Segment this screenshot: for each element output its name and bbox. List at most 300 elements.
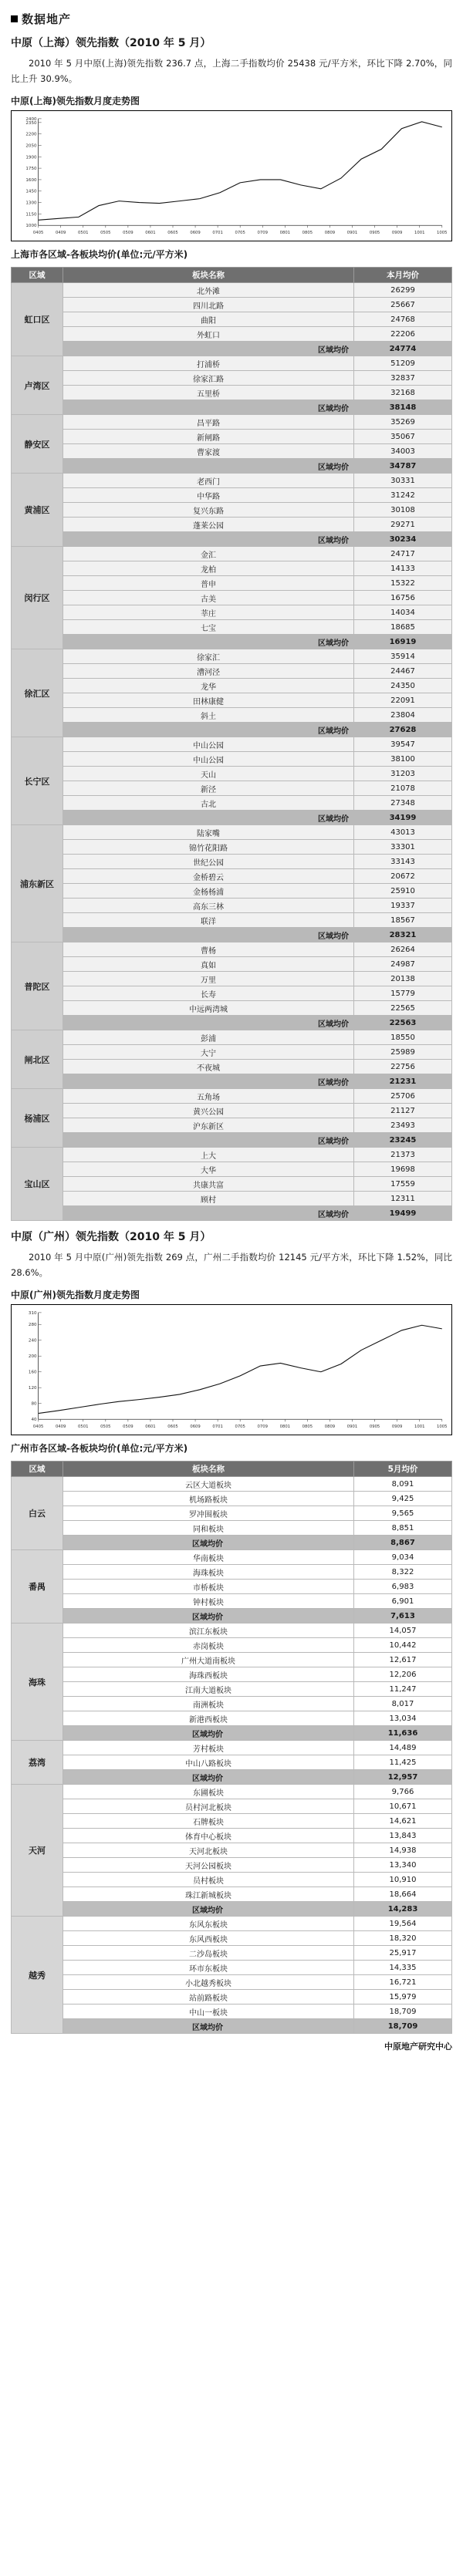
svg-text:0809: 0809: [324, 231, 336, 236]
average-label: 区域均价: [63, 1726, 354, 1741]
svg-text:2350: 2350: [25, 120, 37, 126]
square-bullet-icon: [11, 15, 18, 22]
block-name-cell: 天河北板块: [63, 1843, 354, 1858]
svg-text:0701: 0701: [212, 231, 223, 236]
block-name-cell: 五角场: [63, 1089, 354, 1104]
table-row: [12, 1580, 452, 1594]
page-title: 数据地产: [11, 11, 452, 27]
block-name-cell: 真如: [63, 957, 354, 972]
table-row: [12, 327, 452, 342]
svg-text:0605: 0605: [167, 231, 178, 236]
svg-text:0909: 0909: [391, 1425, 403, 1430]
svg-text:0601: 0601: [145, 231, 156, 236]
guangzhou-chart-svg: [12, 1305, 451, 1435]
block-name-cell: 环市东板块: [63, 1961, 354, 1975]
block-price-cell: 18567: [354, 913, 452, 928]
district-average-row: [12, 928, 452, 942]
table-row: [12, 591, 452, 605]
block-name-cell: 田林康健: [63, 693, 354, 708]
block-price-cell: 9,766: [354, 1785, 452, 1799]
block-price-cell: 22565: [354, 1001, 452, 1016]
svg-text:0505: 0505: [100, 1425, 111, 1430]
table-row: [12, 1785, 452, 1799]
table-row: [12, 1192, 452, 1206]
block-price-cell: 26299: [354, 283, 452, 298]
table-row: [12, 942, 452, 957]
table-row: [12, 1711, 452, 1726]
district-cell: 闸北区: [12, 1030, 63, 1089]
block-name-cell: 锦竹花阳路: [63, 840, 354, 855]
district-cell: 越秀: [12, 1917, 63, 2034]
average-label: 区域均价: [63, 459, 354, 474]
block-price-cell: 11,247: [354, 1682, 452, 1697]
table-row: [12, 1118, 452, 1133]
shanghai-paragraph: 2010 年 5 月中原(上海)领先指数 236.7 点，上海二手指数均价 25438 元/平方米，环比下降 2.70%，同比上升 30.9%。: [11, 58, 452, 84]
table-row: [12, 356, 452, 371]
average-label: 区域均价: [63, 1133, 354, 1148]
table-row: [12, 1917, 452, 1931]
block-name-cell: 海珠西板块: [63, 1667, 354, 1682]
svg-text:0805: 0805: [302, 231, 313, 236]
svg-text:0905: 0905: [369, 231, 380, 236]
block-name-cell: 天河公园板块: [63, 1858, 354, 1873]
average-label: 区域均价: [63, 1536, 354, 1550]
table-row: [12, 1887, 452, 1902]
block-name-cell: 员村板块: [63, 1873, 354, 1887]
table-row: [12, 488, 452, 503]
block-price-cell: 17559: [354, 1177, 452, 1192]
shanghai-table-body: [12, 283, 452, 1221]
svg-text:0505: 0505: [100, 231, 111, 236]
block-name-cell: 机场路板块: [63, 1492, 354, 1506]
block-price-cell: 19337: [354, 899, 452, 913]
svg-text:2400: 2400: [25, 117, 37, 122]
svg-text:0801: 0801: [279, 1425, 291, 1430]
block-price-cell: 35067: [354, 430, 452, 444]
block-price-cell: 20138: [354, 972, 452, 986]
block-price-cell: 18,320: [354, 1931, 452, 1946]
block-name-cell: 万里: [63, 972, 354, 986]
block-price-cell: 18550: [354, 1030, 452, 1045]
district-average-row: [12, 1726, 452, 1741]
table-row: [12, 1931, 452, 1946]
block-price-cell: 6,983: [354, 1580, 452, 1594]
table-row: [12, 825, 452, 840]
district-average-row: [12, 1609, 452, 1623]
block-name-cell: 长寿: [63, 986, 354, 1001]
table-row: [12, 1104, 452, 1118]
block-name-cell: 芳村板块: [63, 1741, 354, 1755]
block-name-cell: 普申: [63, 576, 354, 591]
block-price-cell: 11,425: [354, 1755, 452, 1770]
table-row: [12, 312, 452, 327]
district-cell: 卢湾区: [12, 356, 63, 415]
svg-text:280: 280: [28, 1323, 37, 1328]
block-name-cell: 云区大道板块: [63, 1477, 354, 1492]
block-name-cell: 不夜城: [63, 1060, 354, 1074]
block-price-cell: 9,425: [354, 1492, 452, 1506]
block-price-cell: 43013: [354, 825, 452, 840]
table-row: [12, 1638, 452, 1653]
block-price-cell: 14,621: [354, 1814, 452, 1829]
source-credit: 中原地产研究中心: [384, 2042, 452, 2052]
table-row: [12, 708, 452, 723]
block-price-cell: 26264: [354, 942, 452, 957]
block-name-cell: 站前路板块: [63, 1990, 354, 2004]
block-name-cell: 华南板块: [63, 1550, 354, 1565]
average-value: 8,867: [354, 1536, 452, 1550]
table-row: [12, 1030, 452, 1045]
district-cell: 浦东新区: [12, 825, 63, 942]
table-row: [12, 1946, 452, 1961]
table-row: [12, 1477, 452, 1492]
block-name-cell: 古美: [63, 591, 354, 605]
block-price-cell: 10,910: [354, 1873, 452, 1887]
district-cell: 番禺: [12, 1550, 63, 1623]
block-name-cell: 徐家汇路: [63, 371, 354, 386]
table-row: [12, 1623, 452, 1638]
block-price-cell: 18,709: [354, 2004, 452, 2019]
table-row: [12, 1089, 452, 1104]
block-price-cell: 25706: [354, 1089, 452, 1104]
block-name-cell: 复兴东路: [63, 503, 354, 518]
average-label: 区域均价: [63, 1902, 354, 1917]
district-cell: 长宁区: [12, 737, 63, 825]
block-name-cell: 外虹口: [63, 327, 354, 342]
table-row: [12, 1045, 452, 1060]
district-cell: 杨浦区: [12, 1089, 63, 1148]
block-price-cell: 39547: [354, 737, 452, 752]
block-price-cell: 35914: [354, 649, 452, 664]
district-average-row: [12, 1536, 452, 1550]
table-row: [12, 1667, 452, 1682]
table-row: [12, 1829, 452, 1843]
svg-text:160: 160: [28, 1370, 37, 1375]
svg-text:0609: 0609: [190, 231, 201, 236]
block-price-cell: 9,034: [354, 1550, 452, 1565]
district-average-row: [12, 811, 452, 825]
svg-text:0409: 0409: [55, 231, 66, 236]
block-name-cell: 南洲板块: [63, 1697, 354, 1711]
shanghai-heading: 中原（上海）领先指数（2010 年 5 月）: [11, 37, 211, 49]
block-price-cell: 25667: [354, 298, 452, 312]
average-label: 区域均价: [63, 1016, 354, 1030]
svg-text:1150: 1150: [25, 212, 37, 217]
average-value: 27628: [354, 723, 452, 737]
svg-text:1001: 1001: [414, 231, 425, 236]
table-row: [12, 1843, 452, 1858]
table-row: [12, 1148, 452, 1162]
svg-text:0801: 0801: [279, 231, 291, 236]
shanghai-table-title: 上海市各区域-各板块均价(单位:元/平方米): [11, 249, 188, 261]
table-row: [12, 444, 452, 459]
district-average-row: [12, 1016, 452, 1030]
table-row: [12, 547, 452, 561]
block-price-cell: 27348: [354, 796, 452, 811]
block-price-cell: 33143: [354, 855, 452, 869]
col-price: 本月均价: [354, 268, 452, 283]
block-name-cell: 龙柏: [63, 561, 354, 576]
block-price-cell: 23493: [354, 1118, 452, 1133]
table-row: [12, 679, 452, 693]
svg-text:1750: 1750: [25, 167, 37, 172]
table-row: [12, 869, 452, 884]
block-price-cell: 14,938: [354, 1843, 452, 1858]
district-cell: 荔湾: [12, 1741, 63, 1785]
svg-text:1005: 1005: [437, 231, 448, 236]
average-value: 21231: [354, 1074, 452, 1089]
block-price-cell: 24768: [354, 312, 452, 327]
block-name-cell: 四川北路: [63, 298, 354, 312]
table-row: [12, 1682, 452, 1697]
average-value: 18,709: [354, 2019, 452, 2034]
block-price-cell: 15322: [354, 576, 452, 591]
table-row: [12, 855, 452, 869]
block-price-cell: 12,206: [354, 1667, 452, 1682]
table-row: [12, 503, 452, 518]
block-name-cell: 莘庄: [63, 605, 354, 620]
block-name-cell: 黄兴公园: [63, 1104, 354, 1118]
block-price-cell: 21127: [354, 1104, 452, 1118]
table-row: [12, 1550, 452, 1565]
block-name-cell: 高东三林: [63, 899, 354, 913]
block-name-cell: 金杨杨浦: [63, 884, 354, 899]
block-price-cell: 33301: [354, 840, 452, 855]
table-row: [12, 1755, 452, 1770]
guangzhou-paragraph: 2010 年 5 月中原(广州)领先指数 269 点，广州二手指数均价 12145 元/平方米，环比下降 1.52%，同比 28.6%。: [11, 1252, 452, 1278]
district-average-row: [12, 400, 452, 415]
block-name-cell: 海珠板块: [63, 1565, 354, 1580]
block-price-cell: 18685: [354, 620, 452, 635]
svg-text:0509: 0509: [123, 1425, 133, 1430]
block-name-cell: 曲阳: [63, 312, 354, 327]
block-price-cell: 22206: [354, 327, 452, 342]
average-value: 22563: [354, 1016, 452, 1030]
table-row: [12, 1741, 452, 1755]
block-price-cell: 32837: [354, 371, 452, 386]
district-cell: 宝山区: [12, 1148, 63, 1221]
svg-text:0409: 0409: [55, 1425, 66, 1430]
block-price-cell: 20672: [354, 869, 452, 884]
table-row: [12, 899, 452, 913]
block-name-cell: 昌平路: [63, 415, 354, 430]
district-average-row: [12, 1902, 452, 1917]
district-cell: 白云: [12, 1477, 63, 1550]
block-price-cell: 12311: [354, 1192, 452, 1206]
average-label: 区域均价: [63, 1609, 354, 1623]
col-block: 板块名称: [63, 268, 354, 283]
block-price-cell: 24717: [354, 547, 452, 561]
col-district: 区域: [12, 268, 63, 283]
svg-text:0809: 0809: [324, 1425, 336, 1430]
block-name-cell: 石牌板块: [63, 1814, 354, 1829]
block-name-cell: 钟村板块: [63, 1594, 354, 1609]
block-name-cell: 漕河泾: [63, 664, 354, 679]
block-name-cell: 珠江新城板块: [63, 1887, 354, 1902]
block-name-cell: 新港西板块: [63, 1711, 354, 1726]
table-row: [12, 649, 452, 664]
block-price-cell: 14,335: [354, 1961, 452, 1975]
block-price-cell: 8,851: [354, 1521, 452, 1536]
table-row: [12, 781, 452, 796]
table-row: [12, 605, 452, 620]
average-value: 23245: [354, 1133, 452, 1148]
block-price-cell: 31203: [354, 767, 452, 781]
block-name-cell: 东圃板块: [63, 1785, 354, 1799]
block-price-cell: 34003: [354, 444, 452, 459]
col-price: 5月均价: [354, 1462, 452, 1477]
table-row: [12, 561, 452, 576]
table-row: [12, 752, 452, 767]
average-label: 区域均价: [63, 928, 354, 942]
table-row: [12, 796, 452, 811]
table-row: [12, 1565, 452, 1580]
block-price-cell: 8,322: [354, 1565, 452, 1580]
average-value: 34787: [354, 459, 452, 474]
table-row: [12, 1814, 452, 1829]
block-name-cell: 金桥碧云: [63, 869, 354, 884]
block-price-cell: 13,034: [354, 1711, 452, 1726]
svg-text:0905: 0905: [369, 1425, 380, 1430]
block-price-cell: 14133: [354, 561, 452, 576]
district-average-row: [12, 635, 452, 649]
table-row: [12, 1492, 452, 1506]
block-price-cell: 8,091: [354, 1477, 452, 1492]
block-name-cell: 蓬莱公园: [63, 518, 354, 532]
average-label: 区域均价: [63, 811, 354, 825]
block-price-cell: 14,489: [354, 1741, 452, 1755]
svg-text:0709: 0709: [257, 1425, 268, 1430]
average-label: 区域均价: [63, 2019, 354, 2034]
svg-text:1001: 1001: [414, 1425, 425, 1430]
guangzhou-table: [11, 1461, 452, 2034]
block-price-cell: 25,917: [354, 1946, 452, 1961]
svg-text:0705: 0705: [235, 231, 245, 236]
average-value: 30234: [354, 532, 452, 547]
table-row: [12, 693, 452, 708]
guangzhou-heading: 中原（广州）领先指数（2010 年 5 月）: [11, 1231, 211, 1244]
table-row: [12, 1060, 452, 1074]
col-block: 板块名称: [63, 1462, 354, 1477]
block-name-cell: 陆家嘴: [63, 825, 354, 840]
svg-text:0405: 0405: [32, 231, 44, 236]
average-label: 区域均价: [63, 1770, 354, 1785]
block-name-cell: 新泾: [63, 781, 354, 796]
svg-text:0405: 0405: [32, 1425, 44, 1430]
block-name-cell: 共康共富: [63, 1177, 354, 1192]
table-row: [12, 2004, 452, 2019]
block-name-cell: 新闸路: [63, 430, 354, 444]
svg-text:2050: 2050: [25, 143, 37, 149]
average-value: 12,957: [354, 1770, 452, 1785]
svg-text:2200: 2200: [25, 132, 37, 137]
block-price-cell: 29271: [354, 518, 452, 532]
average-value: 38148: [354, 400, 452, 415]
svg-text:1000: 1000: [25, 224, 37, 229]
average-value: 7,613: [354, 1609, 452, 1623]
table-header-row: [12, 268, 452, 283]
table-row: [12, 1521, 452, 1536]
average-label: 区域均价: [63, 400, 354, 415]
table-row: [12, 1990, 452, 2004]
svg-text:1450: 1450: [25, 189, 37, 194]
block-price-cell: 25989: [354, 1045, 452, 1060]
table-row: [12, 283, 452, 298]
block-name-cell: 北外滩: [63, 283, 354, 298]
block-name-cell: 同和板块: [63, 1521, 354, 1536]
table-header-row: [12, 1462, 452, 1477]
shanghai-chart-svg: [12, 111, 451, 241]
shanghai-chart: [11, 110, 452, 241]
block-name-cell: 联洋: [63, 913, 354, 928]
table-row: [12, 1858, 452, 1873]
block-price-cell: 14,057: [354, 1623, 452, 1638]
average-label: 区域均价: [63, 342, 354, 356]
block-name-cell: 员村河北板块: [63, 1799, 354, 1814]
block-name-cell: 市桥板块: [63, 1580, 354, 1594]
block-price-cell: 24350: [354, 679, 452, 693]
average-value: 24774: [354, 342, 452, 356]
svg-text:200: 200: [28, 1354, 37, 1360]
block-name-cell: 徐家汇: [63, 649, 354, 664]
block-name-cell: 小北越秀板块: [63, 1975, 354, 1990]
block-price-cell: 21078: [354, 781, 452, 796]
table-row: [12, 1506, 452, 1521]
table-row: [12, 986, 452, 1001]
district-cell: 普陀区: [12, 942, 63, 1030]
block-name-cell: 斜土: [63, 708, 354, 723]
block-price-cell: 22091: [354, 693, 452, 708]
block-price-cell: 35269: [354, 415, 452, 430]
block-name-cell: 东风西板块: [63, 1931, 354, 1946]
block-name-cell: 中远两湾城: [63, 1001, 354, 1016]
table-row: [12, 1799, 452, 1814]
block-name-cell: 二沙岛板块: [63, 1946, 354, 1961]
block-price-cell: 21373: [354, 1148, 452, 1162]
svg-text:40: 40: [31, 1418, 37, 1423]
block-name-cell: 中山公园: [63, 737, 354, 752]
table-row: [12, 620, 452, 635]
table-row: [12, 1697, 452, 1711]
block-name-cell: 体育中心板块: [63, 1829, 354, 1843]
table-row: [12, 913, 452, 928]
average-value: 28321: [354, 928, 452, 942]
block-name-cell: 东风东板块: [63, 1917, 354, 1931]
svg-text:0601: 0601: [145, 1425, 156, 1430]
svg-text:0701: 0701: [212, 1425, 223, 1430]
table-row: [12, 664, 452, 679]
block-price-cell: 10,442: [354, 1638, 452, 1653]
block-price-cell: 16,721: [354, 1975, 452, 1990]
svg-text:310: 310: [28, 1311, 37, 1317]
block-name-cell: 五里桥: [63, 386, 354, 400]
block-price-cell: 30108: [354, 503, 452, 518]
block-name-cell: 天山: [63, 767, 354, 781]
block-name-cell: 上大: [63, 1148, 354, 1162]
svg-text:0901: 0901: [346, 231, 358, 236]
block-price-cell: 14034: [354, 605, 452, 620]
block-price-cell: 30331: [354, 474, 452, 488]
table-row: [12, 884, 452, 899]
table-row: [12, 1653, 452, 1667]
block-price-cell: 10,671: [354, 1799, 452, 1814]
table-row: [12, 430, 452, 444]
svg-text:0709: 0709: [257, 231, 268, 236]
average-value: 11,636: [354, 1726, 452, 1741]
average-label: 区域均价: [63, 723, 354, 737]
table-row: [12, 518, 452, 532]
district-cell: 天河: [12, 1785, 63, 1917]
